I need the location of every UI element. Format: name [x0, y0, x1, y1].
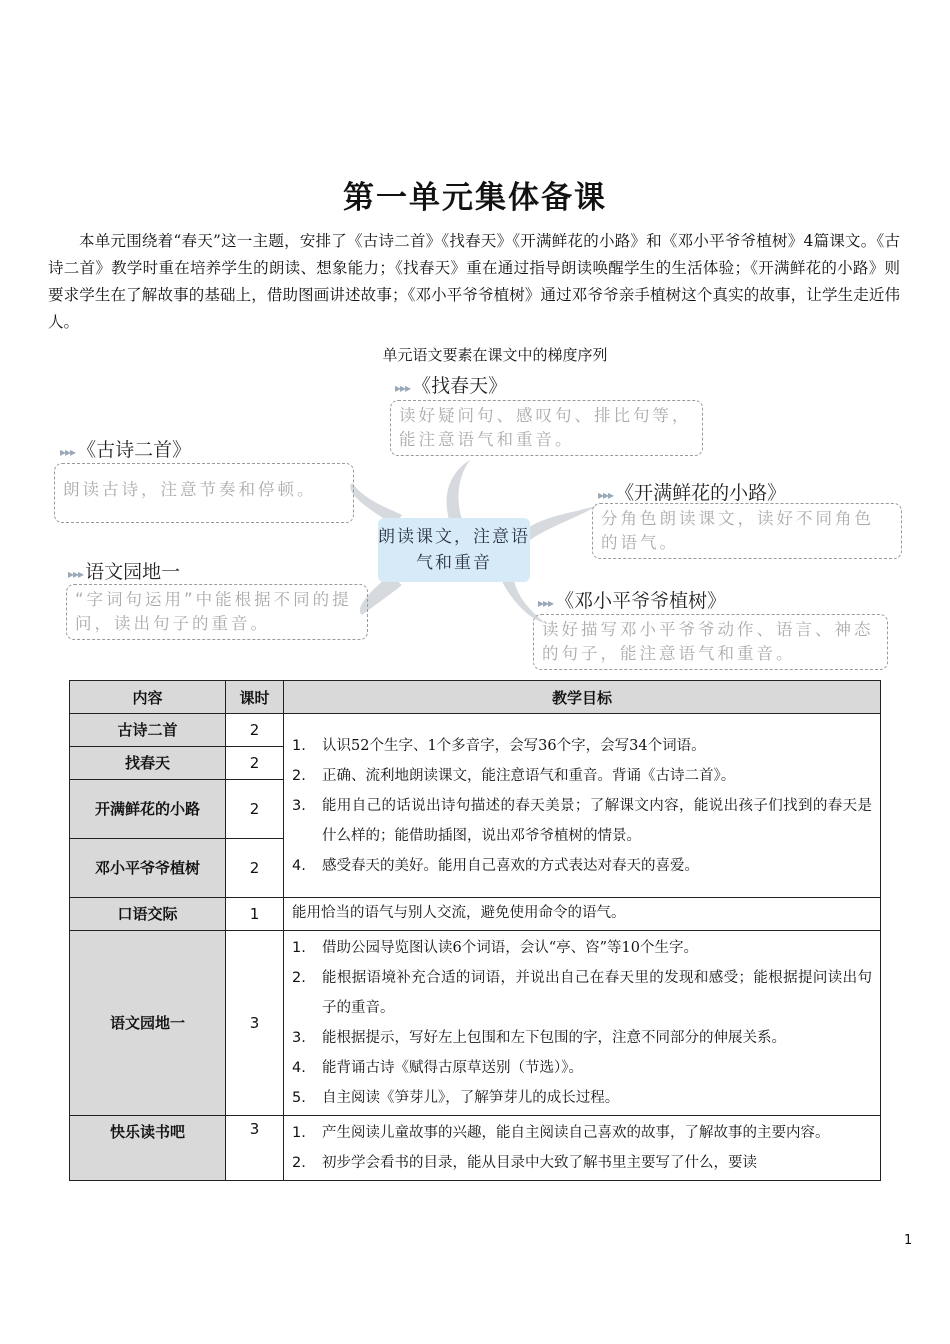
goal-item: 3. 能根据提示，写好左上包围和左下包围的字，注意不同部分的伸展关系。: [292, 1030, 786, 1046]
node-title-yuandi: [68, 557, 180, 584]
row-content: 快乐读书吧: [70, 1116, 226, 1181]
node-title-text: 《邓小平爷爷植树》: [555, 590, 727, 612]
node-title-text: 语文园地一: [85, 561, 181, 583]
node-box-yuandi: “字词句运用”中能根据不同的提问，读出句子的重音。: [66, 584, 368, 640]
arrows-icon: ▸▸▸: [68, 567, 84, 581]
intro-paragraph: 本单元围绕着“春天”这一主题，安排了《古诗二首》《找春天》《开满鲜花的小路》和《邓小平爷爷植树》4篇课文。《古诗二首》教学时重在培养学生的朗读、想象能力；《找春天》重在通过指导朗读唤醒学生的生活体验；《开满鲜花的小路》则要求学生在了解故事的基础上，借助图画讲述故事；《邓小平爷爷植树》通过邓爷爷亲手植树这个真实的故事，让学生走近伟人。: [48, 232, 900, 331]
node-box-zhaochuntian: 读好疑问句、感叹句、排比句等，能注意语气和重音。: [390, 400, 703, 456]
row-content: 口语交际: [70, 898, 226, 931]
table-row: [70, 898, 881, 931]
mindmap-center: 朗读课文，注意语气和重音: [378, 518, 530, 582]
header-hours: 课时: [226, 681, 284, 714]
node-box-gushi: 朗读古诗，注意节奏和停顿。: [54, 463, 354, 523]
row-content: 语文园地一: [70, 931, 226, 1116]
node-title-text: 《找春天》: [412, 375, 508, 397]
node-title-zhishu: [538, 586, 726, 613]
goal-item: 3. 能用自己的话说出诗句描述的春天美景；了解课文内容，能说出孩子们找到的春天是什么样的；能借助插图，说出邓爷爷植树的情景。: [292, 797, 872, 844]
row-hours: 2: [226, 839, 284, 898]
mindmap-caption: 单元语文要素在课文中的梯度序列: [382, 346, 608, 364]
goals-cell-texts: [284, 714, 881, 898]
header-content: 内容: [70, 681, 226, 714]
row-hours: 2: [226, 780, 284, 839]
node-title-zhaochuntian: [395, 371, 507, 398]
goal-item: 2. 能根据语境补充合适的词语，并说出自己在春天里的发现和感受；能根据提问读出句子的重音。: [292, 970, 872, 1016]
table-row: [70, 931, 881, 1116]
page-number: 1: [904, 1233, 913, 1248]
row-content: 邓小平爷爷植树: [70, 839, 226, 898]
arrows-icon: ▸▸▸: [395, 381, 411, 395]
arrows-icon: ▸▸▸: [598, 488, 614, 502]
header-goals: 教学目标: [284, 681, 881, 714]
node-title-text: 《开满鲜花的小路》: [615, 482, 787, 504]
table-row: [70, 1116, 881, 1181]
goal-item: 4. 能背诵古诗《赋得古原草送别（节选）》。: [292, 1060, 583, 1076]
goal-item: 1. 产生阅读儿童故事的兴趣，能自主阅读自己喜欢的故事，了解故事的主要内容。: [292, 1125, 830, 1141]
goal-item: 2. 正确、流利地朗读课文，能注意语气和重音。背诵《古诗二首》。: [292, 767, 736, 784]
node-title-gushi: [60, 435, 191, 462]
arrows-icon: ▸▸▸: [538, 596, 554, 610]
row-content: 开满鲜花的小路: [70, 780, 226, 839]
goal-item: 1. 认识52个生字、1个多音字，会写36个字，会写34个词语。: [292, 737, 706, 754]
goal-item: 5. 自主阅读《笋芽儿》，了解笋芽儿的成长过程。: [292, 1090, 620, 1106]
node-box-xiaolu: 分角色朗读课文，读好不同角色的语气。: [592, 503, 902, 559]
node-title-text: 《古诗二首》: [77, 439, 192, 461]
page-title: 第一单元集体备课: [343, 180, 607, 216]
goal-item: 2. 初步学会看书的目录，能从目录中大致了解书里主要写了什么，要读: [292, 1155, 757, 1171]
table-header-row: [70, 681, 881, 714]
row-hours: 1: [226, 898, 284, 931]
table-row: [70, 714, 881, 747]
row-content: 找春天: [70, 747, 226, 780]
row-hours: 3: [226, 1116, 284, 1181]
row-hours: 2: [226, 714, 284, 747]
arrows-icon: ▸▸▸: [60, 445, 76, 459]
goal-item: 4. 感受春天的美好。能用自己喜欢的方式表达对春天的喜爱。: [292, 857, 699, 874]
row-hours: 2: [226, 747, 284, 780]
lesson-plan-table: [69, 680, 881, 1181]
node-title-xiaolu: [598, 478, 786, 505]
goals-cell-oral: 能用恰当的语气与别人交流，避免使用命令的语气。: [284, 898, 881, 931]
goals-cell-garden: [284, 931, 881, 1116]
goal-item: 1. 借助公园导览图认读6个词语，会认“亭、咨”等10个生字。: [292, 940, 698, 956]
node-box-zhishu: 读好描写邓小平爷爷动作、语言、神态的句子，能注意语气和重音。: [533, 614, 888, 670]
goals-cell-reading: [284, 1116, 881, 1181]
row-hours: 3: [226, 931, 284, 1116]
row-content: 古诗二首: [70, 714, 226, 747]
